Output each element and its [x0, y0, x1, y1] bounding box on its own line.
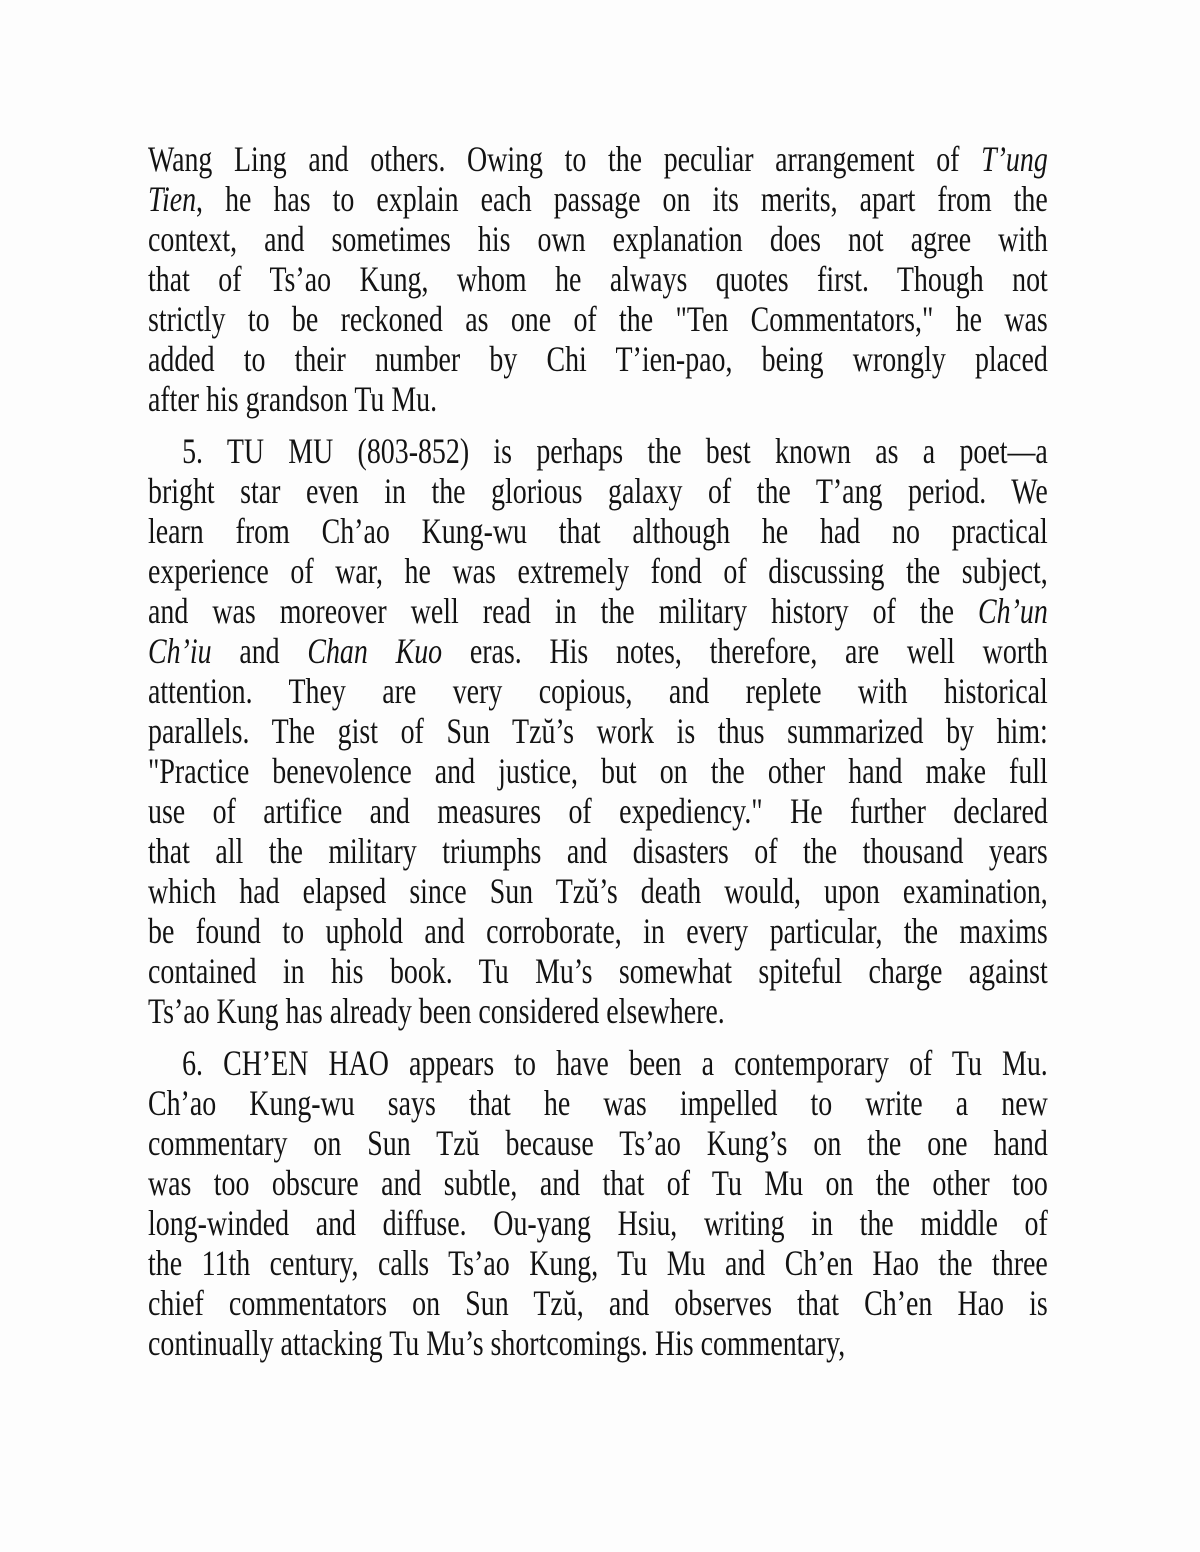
text-segment: and — [211, 631, 308, 671]
italic-text-segment: Ch’iu — [148, 631, 212, 671]
text-line — [148, 1323, 1048, 1363]
text-segment: "Practice benevolence and justice, but on the other hand make full — [148, 751, 1048, 791]
text-line — [148, 871, 1048, 911]
text-line — [148, 1243, 1048, 1283]
text-line — [148, 1083, 1048, 1123]
text-segment: which had elapsed since Sun Tzŭ’s death would, upon examination, — [148, 871, 1048, 911]
text-segment: that all the military triumphs and disasters of the thousand years — [148, 831, 1048, 871]
italic-text-segment: Chan Kuo — [307, 631, 443, 671]
text-segment: bright star even in the glorious galaxy of the T’ang period. We — [148, 471, 1048, 511]
text-segment: long-winded and diffuse. Ou-yang Hsiu, writing in the middle of — [148, 1203, 1048, 1243]
text-segment: strictly to be reckoned as one of the "Ten Commentators," he was — [148, 299, 1048, 339]
text-line — [148, 951, 1048, 991]
text-line — [148, 431, 1048, 471]
text-segment: chief commentators on Sun Tzŭ, and observes that Ch’en Hao is — [148, 1283, 1048, 1323]
italic-text-segment: Tien — [148, 179, 197, 219]
text-segment: learn from Ch’ao Kung-wu that although he had no practical — [148, 511, 1048, 551]
italic-text-segment: T’ung — [981, 139, 1048, 179]
text-segment: contained in his book. Tu Mu’s somewhat spiteful charge against — [148, 951, 1048, 991]
text-segment: use of artifice and measures of expediency." He further declared — [148, 791, 1048, 831]
text-line — [148, 991, 1048, 1031]
text-segment: experience of war, he was extremely fond of discussing the subject, — [148, 551, 1048, 591]
text-segment: attention. They are very copious, and replete with historical — [148, 671, 1048, 711]
text-line — [148, 831, 1048, 871]
text-line — [148, 219, 1048, 259]
paragraph — [148, 1043, 1048, 1363]
text-segment: eras. His notes, therefore, are well worth — [442, 631, 1048, 671]
text-line — [148, 711, 1048, 751]
text-line — [148, 631, 1048, 671]
text-segment: Ch’ao Kung-wu says that he was impelled to write a new — [148, 1083, 1048, 1123]
text-line — [148, 259, 1048, 299]
italic-text-segment: Ch’un — [978, 591, 1048, 631]
text-segment: the 11th century, calls Ts’ao Kung, Tu Mu and Ch’en Hao the three — [148, 1243, 1048, 1283]
text-segment: parallels. The gist of Sun Tzŭ’s work is thus summarized by him: — [148, 711, 1048, 751]
text-line — [148, 1043, 1048, 1083]
text-line — [148, 511, 1048, 551]
text-segment: 5. TU MU (803-852) is perhaps the best known as a poet—a — [182, 431, 1048, 471]
text-line — [148, 551, 1048, 591]
text-line — [148, 1283, 1048, 1323]
text-segment: Ts’ao Kung has already been considered elsewhere. — [148, 991, 725, 1031]
text-line — [148, 471, 1048, 511]
text-block — [148, 139, 1048, 1375]
text-line — [148, 339, 1048, 379]
text-line — [148, 591, 1048, 631]
text-line — [148, 139, 1048, 179]
text-segment: was too obscure and subtle, and that of Tu Mu on the other too — [148, 1163, 1048, 1203]
text-line — [148, 1203, 1048, 1243]
text-line — [148, 379, 1048, 419]
text-line — [148, 751, 1048, 791]
text-segment: be found to uphold and corroborate, in every particular, the maxims — [148, 911, 1048, 951]
text-segment: that of Ts’ao Kung, whom he always quotes first. Though not — [148, 259, 1048, 299]
text-segment: 6. CH’EN HAO appears to have been a contemporary of Tu Mu. — [182, 1043, 1048, 1083]
text-line — [148, 1163, 1048, 1203]
text-segment: context, and sometimes his own explanation does not agree with — [148, 219, 1048, 259]
text-line — [148, 179, 1048, 219]
text-line — [148, 671, 1048, 711]
paragraph — [148, 431, 1048, 1031]
paragraph — [148, 139, 1048, 419]
text-segment: Wang Ling and others. Owing to the peculiar arrangement of — [148, 139, 982, 179]
text-segment: after his grandson Tu Mu. — [148, 379, 438, 419]
text-line — [148, 1123, 1048, 1163]
text-segment: continually attacking Tu Mu’s shortcomings. His commentary, — [148, 1323, 846, 1363]
text-line — [148, 911, 1048, 951]
text-segment: and was moreover well read in the military history of the — [148, 591, 979, 631]
text-segment: commentary on Sun Tzŭ because Ts’ao Kung’s on the one hand — [148, 1123, 1048, 1163]
text-segment: added to their number by Chi T’ien-pao, being wrongly placed — [148, 339, 1048, 379]
text-segment: , he has to explain each passage on its merits, apart from the — [196, 179, 1048, 219]
text-line — [148, 299, 1048, 339]
text-line — [148, 791, 1048, 831]
